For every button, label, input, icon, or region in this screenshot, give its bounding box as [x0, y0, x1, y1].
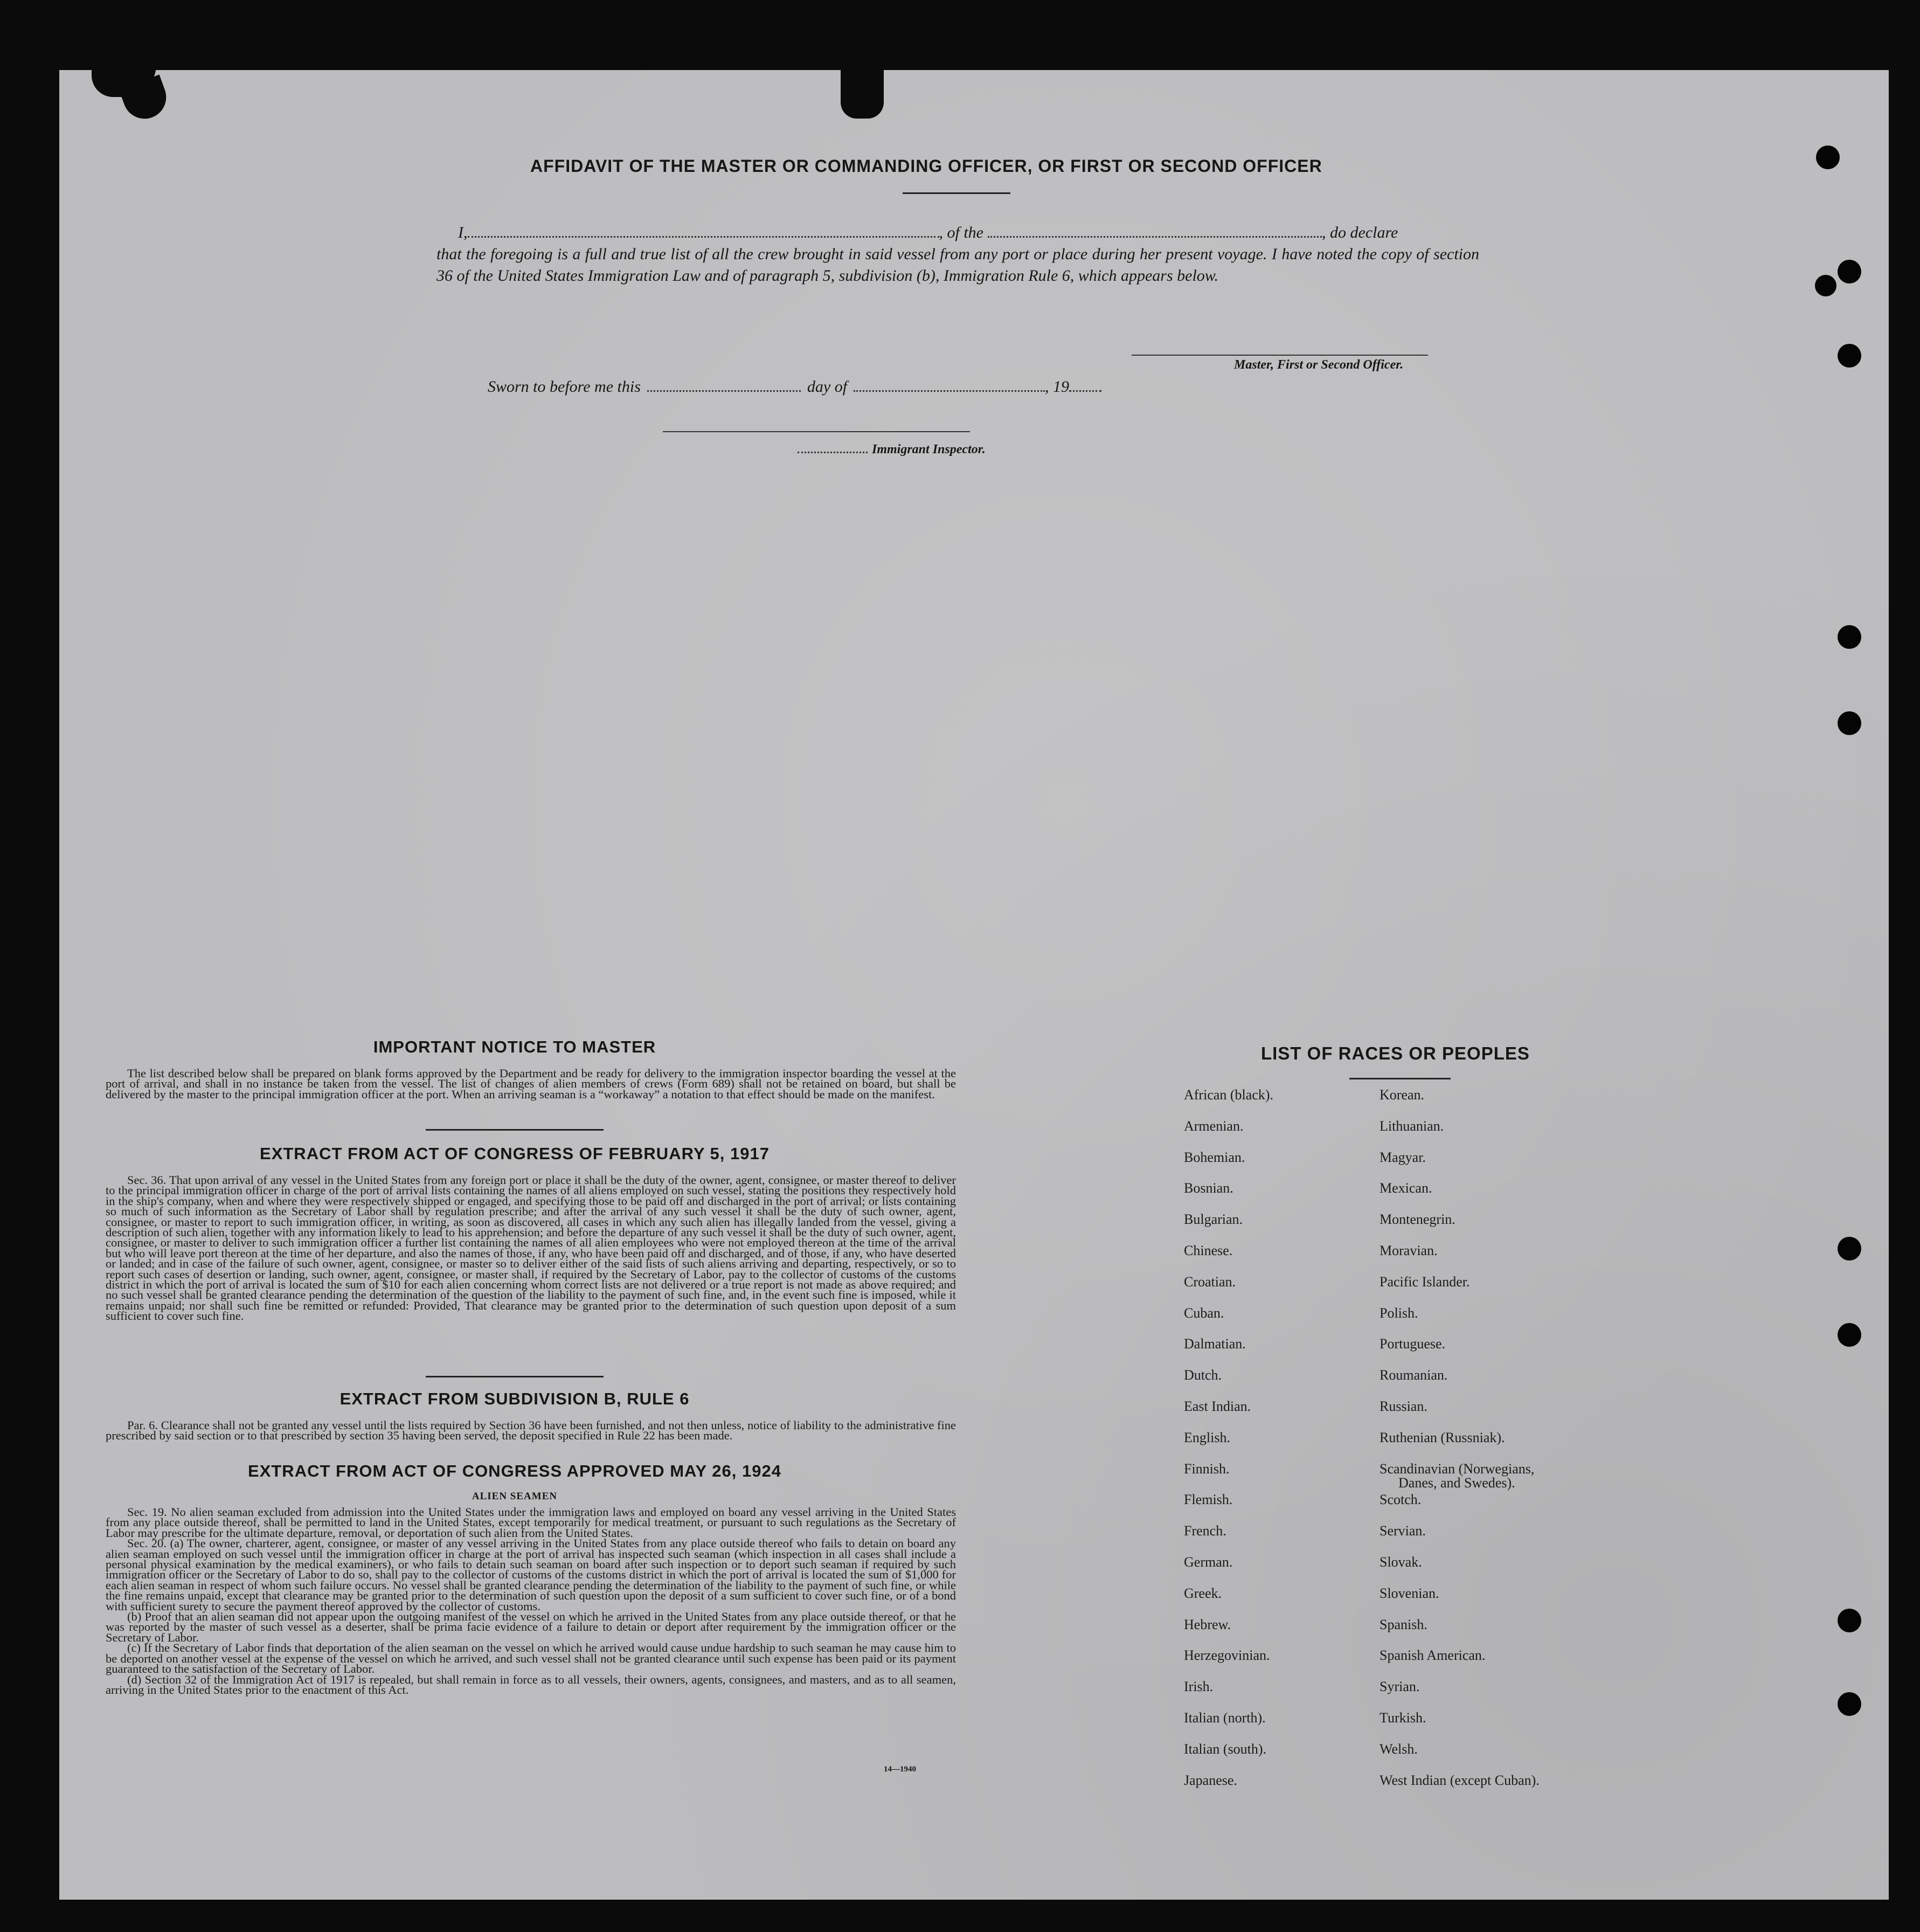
declaration-line	[436, 222, 1479, 242]
notice-text: The list described below shall be prepared on blank forms approved by the Department and be ready for delivery to the immigration inspector boarding the vessel at the port of arrival, and shall in no instance be taken from the vessel. The list of changes of alien members of crews (Form 689) shall not be retained on board, but shall be delivered by the master to the principal immigration officer at the port. When an arriving seaman is a “workaway” a notation to that effect should be made on the manifest.	[106, 1067, 956, 1101]
day-of-label: day of	[807, 378, 848, 396]
torn-edge	[841, 65, 884, 119]
race-item: Herzegovinian.	[1184, 1647, 1270, 1664]
inspector-blank[interactable]	[798, 442, 868, 453]
race-item: West Indian (except Cuban).	[1380, 1772, 1540, 1788]
extract-1924-title: EXTRACT FROM ACT OF CONGRESS APPROVED MAY 26, 1924	[248, 1462, 781, 1480]
race-item: Spanish American.	[1380, 1647, 1486, 1664]
sworn-line	[488, 376, 1101, 396]
race-item: Bohemian.	[1184, 1149, 1245, 1165]
binder-hole	[1838, 344, 1861, 368]
binder-hole	[1815, 275, 1836, 296]
extract-1917-text: Sec. 36. That upon arrival of any vessel in the United States from any foreign port or place it shall be the duty of the owner, agent, consignee, or master thereof to deliver to the principal immigration officer in charge of the port of arrival lists containing the names of all aliens employed on such vessel, stating the positions they respectively hold in the ship's company, when and where they were respectively shipped or engaged, and specifying those to be paid off and discharged in the port of arrival; or lists containing so much of such information as the Secretary of Labor shall by regulation prescribe; and after the arrival of any such vessel it shall be the duty of such owner, agent, consignee, or master to report to such immigration officer, in writing, as soon as discovered, all cases in which any such alien has illegally landed from the vessel, giving a description of such alien, together with any information likely to lead to his apprehension; and before the departure of any such vessel it shall be the duty of such owner, agent, consignee, or master to deliver to such immigration officer a further list containing the names of all alien employees who were not employed thereon at the time of the arrival but who will leave port thereon at the time of her departure, and also the names of those, if any, who have been paid off and discharged, and of those, if any, who have deserted or landed; and in case of the failure of such owner, agent, consignee, or master so to deliver either of the said lists of such aliens arriving and departing, respectively, or so to report such cases of desertion or landing, such owner, agent, consignee, or master shall, if required by the Secretary of Labor, pay to the collector of customs of the customs district in which the port of arrival is located the sum of $10 for each alien concerning whom correct lists are not delivered or a true report is not made as above required; and no such vessel shall be granted clearance pending the determination of the question of the liability to the payment of such fine, and, in the event such fine is imposed, while it remains unpaid; nor shall such fine be remitted or refunded: Provided, That clearance may be granted prior to the determination of such question upon deposit of a sum sufficient to cover such fine.	[106, 1173, 956, 1323]
race-item: Ruthenian (Russniak).	[1380, 1429, 1505, 1445]
race-item: Montenegrin.	[1380, 1211, 1455, 1228]
race-item: Hebrew.	[1184, 1616, 1231, 1632]
races-title: LIST OF RACES OR PEOPLES	[1261, 1043, 1530, 1063]
race-item: Slovenian.	[1380, 1585, 1439, 1601]
race-item: Armenian.	[1184, 1118, 1244, 1134]
declaration-end: , do declare	[1322, 224, 1398, 241]
name-blank[interactable]	[468, 222, 939, 238]
document-page	[59, 70, 1889, 1900]
sworn-label: Sworn to before me this	[488, 378, 641, 396]
rule6-title: EXTRACT FROM SUBDIVISION B, RULE 6	[339, 1389, 690, 1408]
race-item: Dalmatian.	[1184, 1336, 1246, 1352]
binder-hole	[1838, 1323, 1861, 1347]
binder-hole	[1838, 625, 1861, 649]
race-item: Scotch.	[1380, 1492, 1422, 1508]
sec19-text: Sec. 19. No alien seaman excluded from admission into the United States under the immigration laws and employed on board any vessel arriving in the United States from any place outside thereof, shall be permitted to land in the United States, except temporarily for medical treatment, or pursuant to such regulations as the Secretary of Labor may prescribe for the ultimate departure, removal, or deportation of such alien from the United States.	[106, 1505, 956, 1540]
year-blank[interactable]	[1069, 376, 1101, 392]
race-item: Pacific Islander.	[1380, 1273, 1470, 1290]
race-item: Turkish.	[1380, 1710, 1426, 1726]
race-item: Japanese.	[1184, 1772, 1237, 1788]
race-item: Finnish.	[1184, 1460, 1230, 1477]
year-label: , 19	[1045, 378, 1070, 396]
declaration-of-the: , of the	[939, 224, 983, 241]
race-item: Korean.	[1380, 1087, 1425, 1103]
race-item: Polish.	[1380, 1305, 1418, 1321]
sec20b-text: (b) Proof that an alien seaman did not appear upon the outgoing manifest of the vessel on which he arrived in the United States from any place outside thereof, or that he was reported by the master of such vessel as a deserter, shall be prima facie evidence of a failure to detain or deport after requirement by the immigration officer or the Secretary of Labor.	[106, 1610, 956, 1644]
rule6-text: Par. 6. Clearance shall not be granted any vessel until the lists required by Section 36 have been furnished, and not then unless, notice of liability to the administrative fine prescribed by said section or to that prescribed by section 35 having been served, the deposit specified in Rule 22 has been made.	[106, 1418, 956, 1443]
race-item: Roumanian.	[1380, 1367, 1448, 1383]
binder-hole	[1816, 146, 1840, 169]
race-item: Servian.	[1380, 1523, 1426, 1539]
race-item: Flemish.	[1184, 1492, 1233, 1508]
day-blank[interactable]	[647, 376, 801, 392]
race-item: Italian (south).	[1184, 1741, 1267, 1757]
race-item: Italian (north).	[1184, 1710, 1266, 1726]
month-blank[interactable]	[854, 376, 1045, 392]
race-item: African (black).	[1184, 1087, 1274, 1103]
sec20a-text: Sec. 20. (a) The owner, charterer, agent, consignee, or master of any vessel arriving in the United States from any place outside thereof who fails to detain on board any alien seaman employed on such vessel until the immigration officer in charge at the port of arrival has inspected such seaman (which inspection in all cases shall include a personal physical examination by the medical examiners), or who fails to detain such seaman on board after such inspection or to deport such seaman if required by such immigration officer or the Secretary of Labor to do so, shall pay to the collector of customs of the customs district in which the port of arrival is located the sum of $1,000 for each alien seaman in respect of whom such failure occurs. No vessel shall be granted clearance pending the determination of the liability to the payment of such fine, or while the fine remains unpaid, except that clearance may be granted prior to the determination of such question upon the deposit of a sum sufficient to cover such fine, or of a bond with sufficient surety to secure the payment thereof approved by the collector of customs.	[106, 1536, 956, 1613]
sec20d-text: (d) Section 32 of the Immigration Act of 1917 is repealed, but shall remain in force as to all vessels, their owners, agents, consignees, and masters, and as to all seamen, arriving in the United States prior to the enactment of this Act.	[106, 1672, 956, 1696]
alien-seamen-subtitle: ALIEN SEAMEN	[472, 1491, 558, 1502]
race-item: Greek.	[1184, 1585, 1222, 1601]
inspector-line	[798, 442, 986, 457]
notice-title: IMPORTANT NOTICE TO MASTER	[373, 1037, 656, 1056]
binder-hole	[1838, 1609, 1861, 1632]
race-item: Syrian.	[1380, 1679, 1420, 1695]
binder-hole	[1838, 1692, 1861, 1716]
race-item: French.	[1184, 1523, 1226, 1539]
race-item: Bulgarian.	[1184, 1211, 1243, 1228]
race-item: Cuban.	[1184, 1305, 1224, 1321]
divider	[903, 192, 1010, 194]
affidavit-title: AFFIDAVIT OF THE MASTER OR COMMANDING OFFICER, OR FIRST OR SECOND OFFICER	[530, 156, 1322, 176]
binder-hole	[1838, 260, 1861, 283]
declaration-i: I,	[458, 224, 468, 241]
inspector-label: Immigrant Inspector.	[872, 442, 986, 456]
divider	[426, 1376, 604, 1377]
race-item: East Indian.	[1184, 1398, 1251, 1414]
race-item: Magyar.	[1380, 1149, 1426, 1165]
binder-hole	[1838, 1237, 1861, 1261]
divider	[1349, 1078, 1451, 1079]
race-item: English.	[1184, 1429, 1230, 1445]
vessel-blank[interactable]	[988, 222, 1322, 238]
extract-1924-body	[106, 1507, 956, 1695]
race-item: Dutch.	[1184, 1367, 1222, 1383]
race-item: Bosnian.	[1184, 1180, 1233, 1196]
race-item: Mexican.	[1380, 1180, 1432, 1196]
race-item: Moravian.	[1380, 1243, 1438, 1258]
form-number: 14—1940	[884, 1765, 916, 1774]
affidavit-body: that the foregoing is a full and true list of all the crew brought in said vessel from any port or place during her present voyage. I have noted the copy of section 36 of the United States Immigration Law and of paragraph 5, subdivision (b), Immigration Rule 6, which appears below.	[436, 245, 1479, 285]
race-item: Scandinavian (Norwegians,	[1380, 1460, 1535, 1477]
race-item: Spanish.	[1380, 1616, 1427, 1632]
divider	[426, 1129, 604, 1131]
sec20c-text: (c) If the Secretary of Labor finds that deportation of the alien seaman on the vessel on which he arrived would cause undue hardship to such seaman he may cause him to be deported on another vessel at the expense of the vessel on which he arrived, and such vessel shall not be granted clearance until such expense has been paid or its payment guaranteed to the satisfaction of the Secretary of Labor.	[106, 1641, 956, 1676]
race-item: Portuguese.	[1380, 1336, 1446, 1352]
race-item: Welsh.	[1380, 1741, 1418, 1757]
master-signature-label: Master, First or Second Officer.	[1234, 358, 1404, 372]
binder-hole	[1838, 711, 1861, 735]
race-item: German.	[1184, 1554, 1233, 1570]
race-item: Slovak.	[1380, 1554, 1422, 1570]
race-item: Lithuanian.	[1380, 1118, 1444, 1134]
race-item: Irish.	[1184, 1679, 1214, 1695]
race-item: Chinese.	[1184, 1243, 1233, 1258]
inspector-signature-line[interactable]	[663, 431, 970, 432]
race-item-continuation: Danes, and Swedes).	[1398, 1474, 1515, 1491]
race-item: Croatian.	[1184, 1273, 1236, 1290]
master-signature-line[interactable]	[1132, 355, 1428, 356]
extract-1917-title: EXTRACT FROM ACT OF CONGRESS OF FEBRUARY 5, 1917	[260, 1144, 770, 1163]
race-item: Russian.	[1380, 1398, 1427, 1414]
